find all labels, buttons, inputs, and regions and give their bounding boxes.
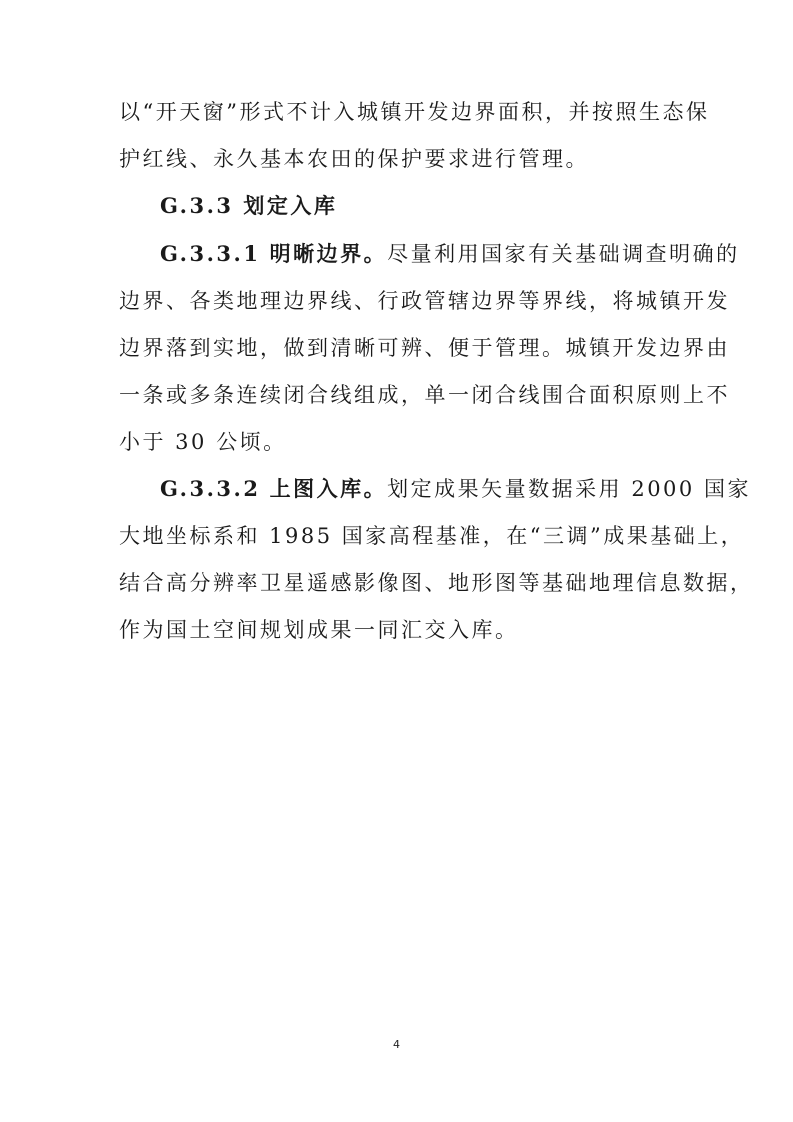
section-title: 上图入库。 [269,476,388,501]
paragraph-line: 作为国土空间规划成果一同汇交入库。 [119,618,519,642]
paragraph-line: 大地坐标系和 1985 国家高程基准，在“三调”成果基础上， [119,524,745,548]
section-number: G.3.3.1 [160,241,261,266]
paragraph-line: 以“开天窗”形式不计入城镇开发边界面积，并按照生态保 [119,100,710,124]
section-g3332-first-line [160,475,751,503]
paragraph-line: 护红线、永久基本农田的保护要求进行管理。 [119,147,589,171]
paragraph-line: 边界、各类地理边界线、行政管辖边界等界线，将城镇开发 [119,289,730,313]
page-number: 4 [393,1038,400,1051]
paragraph-line: 小于 30 公顷。 [119,430,287,454]
section-text: 尽量利用国家有关基础调查明确的 [387,242,740,266]
paragraph-line: 结合高分辨率卫星遥感影像图、地形图等基础地理信息数据， [119,571,754,595]
paragraph-line: 一条或多条连续闭合线组成，单一闭合线围合面积原则上不 [119,383,730,407]
section-number: G.3.3.2 [160,476,261,501]
section-g3331-first-line [160,240,740,268]
section-text: 划定成果矢量数据采用 2000 国家 [387,477,751,501]
section-title: 明晰边界。 [269,241,388,266]
section-heading-g333: G.3.3 划定入库 [160,193,338,218]
paragraph-line: 边界落到实地，做到清晰可辨、便于管理。城镇开发边界由 [119,336,730,360]
